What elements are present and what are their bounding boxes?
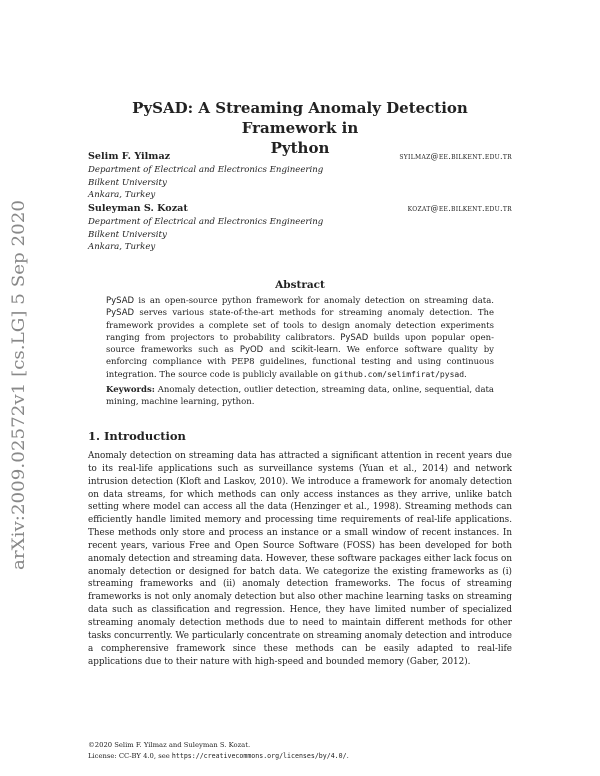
title-line-1: PySAD: A Streaming Anomaly Detection Framework in [132, 99, 468, 137]
abstract-text [106, 295, 494, 381]
author-name: Selim F. Yilmaz [88, 151, 171, 162]
abstract-segment: . We enforce software quality by enforcing compliance with PEP8 guidelines, functional testing and using continuous integration. The source code is publicly available on [106, 345, 494, 380]
pyod-name: PyOD [239, 345, 264, 356]
author-department: Department of Electrical and Electronics Engineering [88, 216, 324, 227]
license-prefix: License: CC-BY 4.0, see [88, 752, 172, 760]
abstract-segment: and [263, 345, 292, 356]
license-link[interactable]: https://creativecommons.org/licenses/by/4.0/ [171, 752, 347, 760]
license-note [88, 751, 512, 762]
abstract-segment: . [464, 369, 467, 380]
arxiv-sidebar [2, 195, 32, 570]
author-university: Bilkent University [88, 177, 167, 188]
author-city: Ankara, Turkey [88, 190, 156, 201]
author-university: Bilkent University [88, 229, 167, 240]
keywords-list: Anomaly detection, outlier detection, streaming data, online, sequential, data mining, machine learning, python. [106, 385, 494, 408]
abstract-segment: serves various state-of-the-art methods for streaming anomaly detection. The framework provides a complete set of tools to design anomaly detection experiments ranging from projectors to probability calibrators. [106, 308, 494, 343]
abstract-segment: is an open-source python framework for anomaly detection on streaming data. [134, 296, 494, 306]
copyright-note: ©2020 Selim F. Yilmaz and Suleyman S. Kozat. [88, 741, 251, 749]
license-suffix: . [346, 752, 349, 760]
arxiv-identifier[interactable]: arXiv:2009.02572v1 [cs.LG] 5 Sep 2020 [9, 225, 29, 570]
section-heading: 1. Introduction [88, 429, 186, 443]
abstract-heading: Abstract [275, 279, 325, 291]
github-link[interactable]: github.com/selimfirat/pysad [333, 369, 465, 379]
pysad-name: PySAD [106, 296, 135, 306]
keywords [106, 384, 494, 409]
scikit-learn-name: scikit-learn [291, 345, 338, 356]
author-email[interactable]: kozat@ee.bilkent.edu.tr [407, 204, 512, 213]
author-name: Suleyman S. Kozat [88, 203, 188, 214]
introduction-paragraph: Anomaly detection on streaming data has attracted a significant attention in recent years due to its real-life applications such as surveillance systems (Yuan et al., 2014) and network intrusion detection (Kloft and Laskov, 2010). We introduce a framework for anomaly detection on data streams, for which methods can only access instances as they arrive, unlike batch setting where model can access all the data (Henzinger et al., 1998). Streaming methods can efficiently handle limited memory and processing time requirements of real-life applications. These methods only store and process an instance or a small window of recent instances. In recent years, various Free and Open Source Software (FOSS) has been developed for both anomaly detection and streaming data. However, these software packages either lack focus on anomaly detection or designed for batch data. We categorize the existing frameworks as (i) streaming frameworks and (ii) anomaly detection frameworks. The focus of streaming frameworks is not only anomaly detection but also other machine learning tasks on streaming data such as classification and regression. Hence, they have limited number of specialized streaming anomaly detection methods due to need to maintain different methods for other tasks concurrently. We particularly concentrate on streaming anomaly detection and introduce a compherensive framework since these methods can be easily adapted to real-life applications due to their nature with high-speed and bounded memory (Gaber, 2012). [88, 451, 512, 667]
title-line-2: Python [270, 139, 330, 157]
author-city: Ankara, Turkey [88, 242, 156, 253]
author-department: Department of Electrical and Electronics Engineering [88, 164, 324, 175]
abstract-segment: builds upon popular open-source frameworks such as [106, 332, 494, 356]
footnote [88, 740, 512, 762]
paper-title [88, 98, 512, 158]
author-block-2 [88, 203, 512, 254]
pysad-name: PySAD [340, 332, 369, 343]
keywords-label: Keywords: [106, 385, 155, 395]
author-email[interactable]: syilmaz@ee.bilkent.edu.tr [399, 152, 512, 161]
pysad-name: PySAD [106, 308, 135, 319]
author-block-1 [88, 151, 512, 202]
